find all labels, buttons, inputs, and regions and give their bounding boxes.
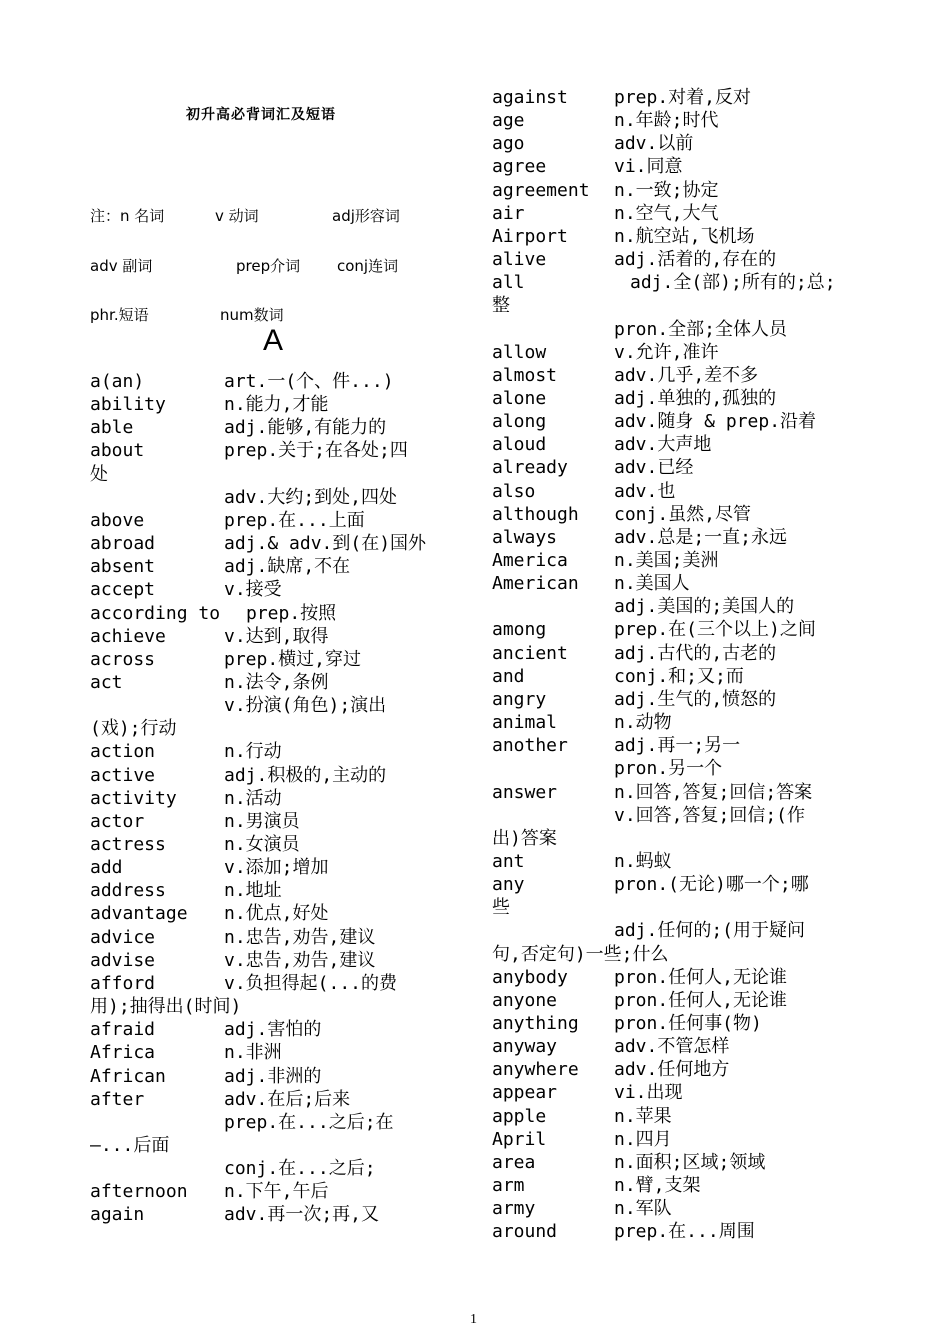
vocab-entry [90,509,365,532]
vocab-definition: conj.和;又;而 [614,665,744,687]
vocab-entry [492,1035,730,1058]
vocab-word: anyway [492,1036,558,1058]
vocab-definition: pron.另一个 [614,758,723,780]
vocab-definition: prep.按照 [246,602,337,624]
vocab-entry [90,416,387,439]
vocab-word: able [90,417,134,439]
vocab-entry [492,1058,730,1081]
vocab-entry [90,602,337,625]
vocab-entry [492,734,741,757]
vocab-definition: n.面积;区域;领域 [614,1151,766,1173]
vocab-word: around [492,1221,558,1243]
vocab-definition: n.回答,答复;回信;答案 [614,781,813,803]
vocab-definition: adj.古代的,古老的 [614,642,777,664]
vocab-entry [492,1220,755,1243]
vocab-entry [492,410,817,433]
vocab-entry [492,225,755,248]
vocab-entry [492,1012,762,1035]
vocab-word: ago [492,133,525,155]
vocab-entry [492,688,777,711]
vocab-word: anywhere [492,1059,579,1081]
vocab-word: action [90,741,156,763]
vocab-entry [492,526,788,549]
definition-continuation: 句,否定句)一些;什么 [492,943,669,965]
vocab-word: address [90,880,166,902]
vocab-definition: n.地址 [224,880,282,902]
vocab-word: advice [90,926,156,948]
vocab-entry [492,1174,701,1197]
vocab-definition: n.女演员 [224,834,300,855]
vocab-definition: prep.在(三个以上)之间 [614,619,816,641]
legend-noun: 注：n 名词 [90,207,165,225]
vocab-entry [90,810,300,833]
vocab-definition: adj.单独的,孤独的 [614,387,777,409]
vocab-definition: n.下午,午后 [224,1181,329,1203]
vocab-definition: art.一(个、件...) [224,371,394,392]
vocab-entry [492,433,712,456]
vocab-word: advise [90,949,156,971]
vocab-word: apple [492,1105,547,1127]
vocab-entry [492,572,690,595]
vocab-definition: prep.在...之后;在 [224,1111,394,1133]
vocab-entry [492,873,809,896]
vocab-definition: pron.(无论)哪一个;哪 [614,874,809,896]
vocab-entry [492,480,676,503]
vocab-definition: v.负担得起(...的费 [224,972,398,994]
vocab-definition: n.四月 [614,1128,672,1150]
vocab-word: agreement [492,179,590,201]
vocab-entry [492,1128,672,1151]
vocab-entry [90,787,282,810]
definition-continuation: (戏);行动 [90,718,177,740]
vocab-definition: n.军队 [614,1198,672,1220]
vocab-word: abroad [90,533,156,555]
vocab-word: across [90,648,156,670]
vocab-entry [90,764,387,787]
vocab-entry [90,1203,380,1226]
vocab-definition: n.能力,才能 [224,394,329,416]
vocab-word: add [90,857,123,879]
vocab-word: agree [492,156,547,178]
vocab-word: answer [492,781,558,803]
vocab-definition: adv.以前 [614,133,694,155]
vocab-word: advantage [90,903,188,925]
vocab-entry [492,781,813,804]
page-number: 1 [470,1312,477,1327]
vocab-definition: n.美国人 [614,573,690,595]
vocab-word: all [492,272,525,294]
vocab-entry [492,109,719,132]
vocab-entry [492,1151,766,1174]
vocab-entry [90,972,398,995]
vocab-entry [90,648,362,671]
vocab-word: animal [492,712,558,734]
vocab-definition: adj.活着的,存在的 [614,249,777,271]
vocab-word: also [492,480,536,502]
vocab-definition: v.接受 [224,579,282,601]
vocab-definition: adv.总是;一直;永远 [614,526,788,548]
vocab-word: always [492,526,558,548]
vocab-word: along [492,411,547,433]
vocab-entry [90,1180,329,1203]
vocab-definition: v.忠告,劝告,建议 [224,949,376,971]
definition-continuation: 处 [90,463,108,485]
vocab-entry [492,989,788,1012]
vocab-definition: adj.任何的;(用于疑问 [614,920,806,942]
legend-num: num数词 [220,306,284,324]
vocab-entry [492,1081,683,1104]
vocab-word: afford [90,972,156,994]
vocab-entry [90,555,351,578]
vocab-definition: adv.大声地 [614,434,712,456]
vocab-definition: n.一致;协定 [614,179,719,201]
vocab-word: achieve [90,625,166,647]
vocab-definition: vi.同意 [614,156,683,178]
vocab-definition: prep.在...周围 [614,1221,755,1243]
legend-prep: prep介词 [236,257,301,275]
vocab-word: afternoon [90,1181,188,1203]
definition-continuation: 些 [492,897,510,919]
vocab-entry [90,439,408,462]
vocab-entry [90,532,427,555]
vocab-entry [492,1105,672,1128]
vocab-word: another [492,735,568,757]
vocab-definition: n.男演员 [224,810,300,832]
vocab-word: anyone [492,989,558,1011]
vocab-word: arm [492,1175,525,1197]
vocab-definition: n.空气,大气 [614,202,719,224]
vocab-word: although [492,503,579,525]
vocab-word: act [90,671,123,693]
vocab-word: after [90,1088,145,1110]
legend-verb: v 动词 [215,207,259,225]
vocab-definition: adj.积极的,主动的 [224,764,387,786]
vocab-definition: n.忠告,劝告,建议 [224,926,376,948]
vocab-word: again [90,1204,145,1226]
vocab-definition: n.行动 [224,741,282,763]
vocab-entry [492,549,719,572]
section-letter: A [263,324,284,357]
vocab-entry [492,364,759,387]
vocab-word: afraid [90,1019,156,1041]
vocab-entry [90,1018,322,1041]
vocab-entry [90,856,329,879]
vocab-entry [492,642,777,665]
vocab-word: area [492,1151,536,1173]
vocab-word: anybody [492,966,568,988]
vocab-entry [90,578,282,601]
vocab-definition: adv.也 [614,480,676,502]
vocab-entry [492,248,777,271]
vocab-word: American [492,573,579,595]
vocab-definition: n.非洲 [224,1042,282,1064]
vocab-word: according to [90,602,221,624]
vocab-definition: conj.在...之后; [224,1158,376,1180]
vocab-entry [90,902,329,925]
vocab-definition: adj.全(部);所有的;总; [630,272,836,294]
vocab-entry [492,202,719,225]
vocab-entry [492,711,672,734]
vocab-definition: adv.随身 & prep.沿着 [614,411,817,433]
vocab-entry [492,966,788,989]
vocab-entry [90,1088,351,1111]
vocab-definition: n.航空站,飞机场 [614,225,755,247]
vocab-definition: adj.& adv.到(在)国外 [224,533,427,555]
vocab-definition: n.动物 [614,712,672,734]
vocab-word: ancient [492,642,568,664]
vocab-definition: conj.虽然,尽管 [614,503,752,525]
vocab-definition: pron.任何人,无论谁 [614,989,788,1011]
vocab-definition: adv.几乎,差不多 [614,364,759,386]
vocab-definition: adv.大约;到处,四处 [224,486,398,508]
vocab-entry [90,879,282,902]
definition-continuation: 出)答案 [492,827,557,849]
vocab-definition: adv.已经 [614,457,694,479]
vocab-entry [492,132,694,155]
vocab-word: April [492,1128,547,1150]
vocab-word: almost [492,364,558,386]
vocab-definition: n.法令,条例 [224,671,329,693]
vocab-entry [90,625,329,648]
vocab-entry [90,949,376,972]
vocab-entry [90,926,376,949]
vocab-entry [492,86,752,109]
vocab-word: America [492,550,568,571]
vocab-definition: v.回答,答复;回信;(作 [614,804,806,826]
vocab-definition: adj.再一;另一 [614,735,741,757]
vocab-word: actor [90,810,145,832]
vocab-entry [492,271,836,294]
vocab-word: Airport [492,225,568,247]
vocab-definition: prep.关于;在各处;四 [224,440,408,462]
vocab-definition: vi.出现 [614,1082,683,1104]
vocab-entry [90,740,282,763]
vocab-entry [492,341,719,364]
definition-continuation: 用);抽得出(时间) [90,996,242,1018]
vocab-word: air [492,202,525,224]
vocab-entry [90,393,329,416]
vocab-word: aloud [492,434,547,456]
vocab-word: ability [90,394,166,416]
vocab-word: allow [492,341,547,363]
vocab-word: age [492,110,525,132]
vocab-word: already [492,457,568,479]
vocab-definition: prep.横过,穿过 [224,648,362,670]
vocab-definition: n.苹果 [614,1105,672,1127]
vocab-definition: n.优点,好处 [224,903,329,925]
vocab-word: anything [492,1013,579,1034]
vocab-entry [492,155,683,178]
vocab-entry [492,618,816,641]
vocab-definition: adv.在后;后来 [224,1088,351,1110]
document-title: 初升高必背词汇及短语 [186,107,336,123]
vocab-definition: v.扮演(角色);演出 [224,695,387,717]
legend-conj: conj连词 [337,257,399,275]
vocab-word: against [492,87,568,108]
legend-adj: adj形容词 [332,207,400,225]
vocab-definition: pron.任何人,无论谁 [614,966,788,988]
vocab-entry [492,665,744,688]
definition-continuation: —...后面 [90,1134,170,1156]
vocab-word: a(an) [90,371,145,392]
vocab-entry [90,370,394,393]
vocab-definition: prep.在...上面 [224,509,365,531]
vocab-word: alone [492,387,547,409]
vocab-word: activity [90,787,177,809]
vocab-word: and [492,665,525,687]
vocab-definition: adj.美国的;美国人的 [614,596,795,618]
vocab-word: any [492,874,525,896]
vocab-word: among [492,619,547,641]
vocab-entry [90,1041,282,1064]
vocab-definition: pron.全部;全体人员 [614,318,788,340]
vocab-word: above [90,509,145,531]
vocab-definition: n.年龄;时代 [614,110,719,132]
vocab-definition: n.蚂蚁 [614,850,672,872]
vocab-definition: adv.任何地方 [614,1059,730,1081]
vocab-entry [492,456,694,479]
vocab-definition: adj.非洲的 [224,1065,322,1087]
vocab-definition: v.允许,准许 [614,341,719,363]
vocab-definition: adj.能够,有能力的 [224,417,387,439]
vocab-definition: n.臂,支架 [614,1175,701,1197]
vocab-entry [492,1197,672,1220]
vocab-entry [492,850,672,873]
vocab-definition: n.活动 [224,787,282,809]
vocab-entry [492,387,777,410]
vocab-definition: n.美国;美洲 [614,550,719,571]
vocab-word: appear [492,1082,558,1104]
vocab-word: African [90,1065,166,1087]
vocab-word: army [492,1198,536,1220]
vocab-entry [492,503,752,526]
vocab-word: ant [492,850,525,872]
vocab-word: about [90,440,145,462]
vocab-word: actress [90,834,166,855]
vocab-definition: v.达到,取得 [224,625,329,647]
vocab-entry [492,179,719,202]
vocab-definition: adj.生气的,愤怒的 [614,688,777,710]
definition-continuation: 整 [492,295,510,317]
vocab-definition: v.添加;增加 [224,857,329,879]
vocab-entry [90,833,300,856]
vocab-word: Africa [90,1042,156,1064]
vocab-word: alive [492,249,547,271]
vocab-word: angry [492,688,547,710]
vocab-word: active [90,764,156,786]
vocab-entry [90,671,329,694]
legend-adv: adv 副词 [90,257,153,275]
legend-phr: phr.短语 [90,306,149,324]
vocab-word: accept [90,579,156,601]
vocab-definition: adj.缺席,不在 [224,556,351,578]
vocab-definition: adv.再一次;再,又 [224,1204,380,1226]
vocab-definition: pron.任何事(物) [614,1013,762,1034]
vocab-definition: adj.害怕的 [224,1019,322,1041]
vocab-definition: prep.对着,反对 [614,87,752,108]
vocab-word: absent [90,556,156,578]
vocab-entry [90,1065,322,1088]
vocab-definition: adv.不管怎样 [614,1036,730,1058]
